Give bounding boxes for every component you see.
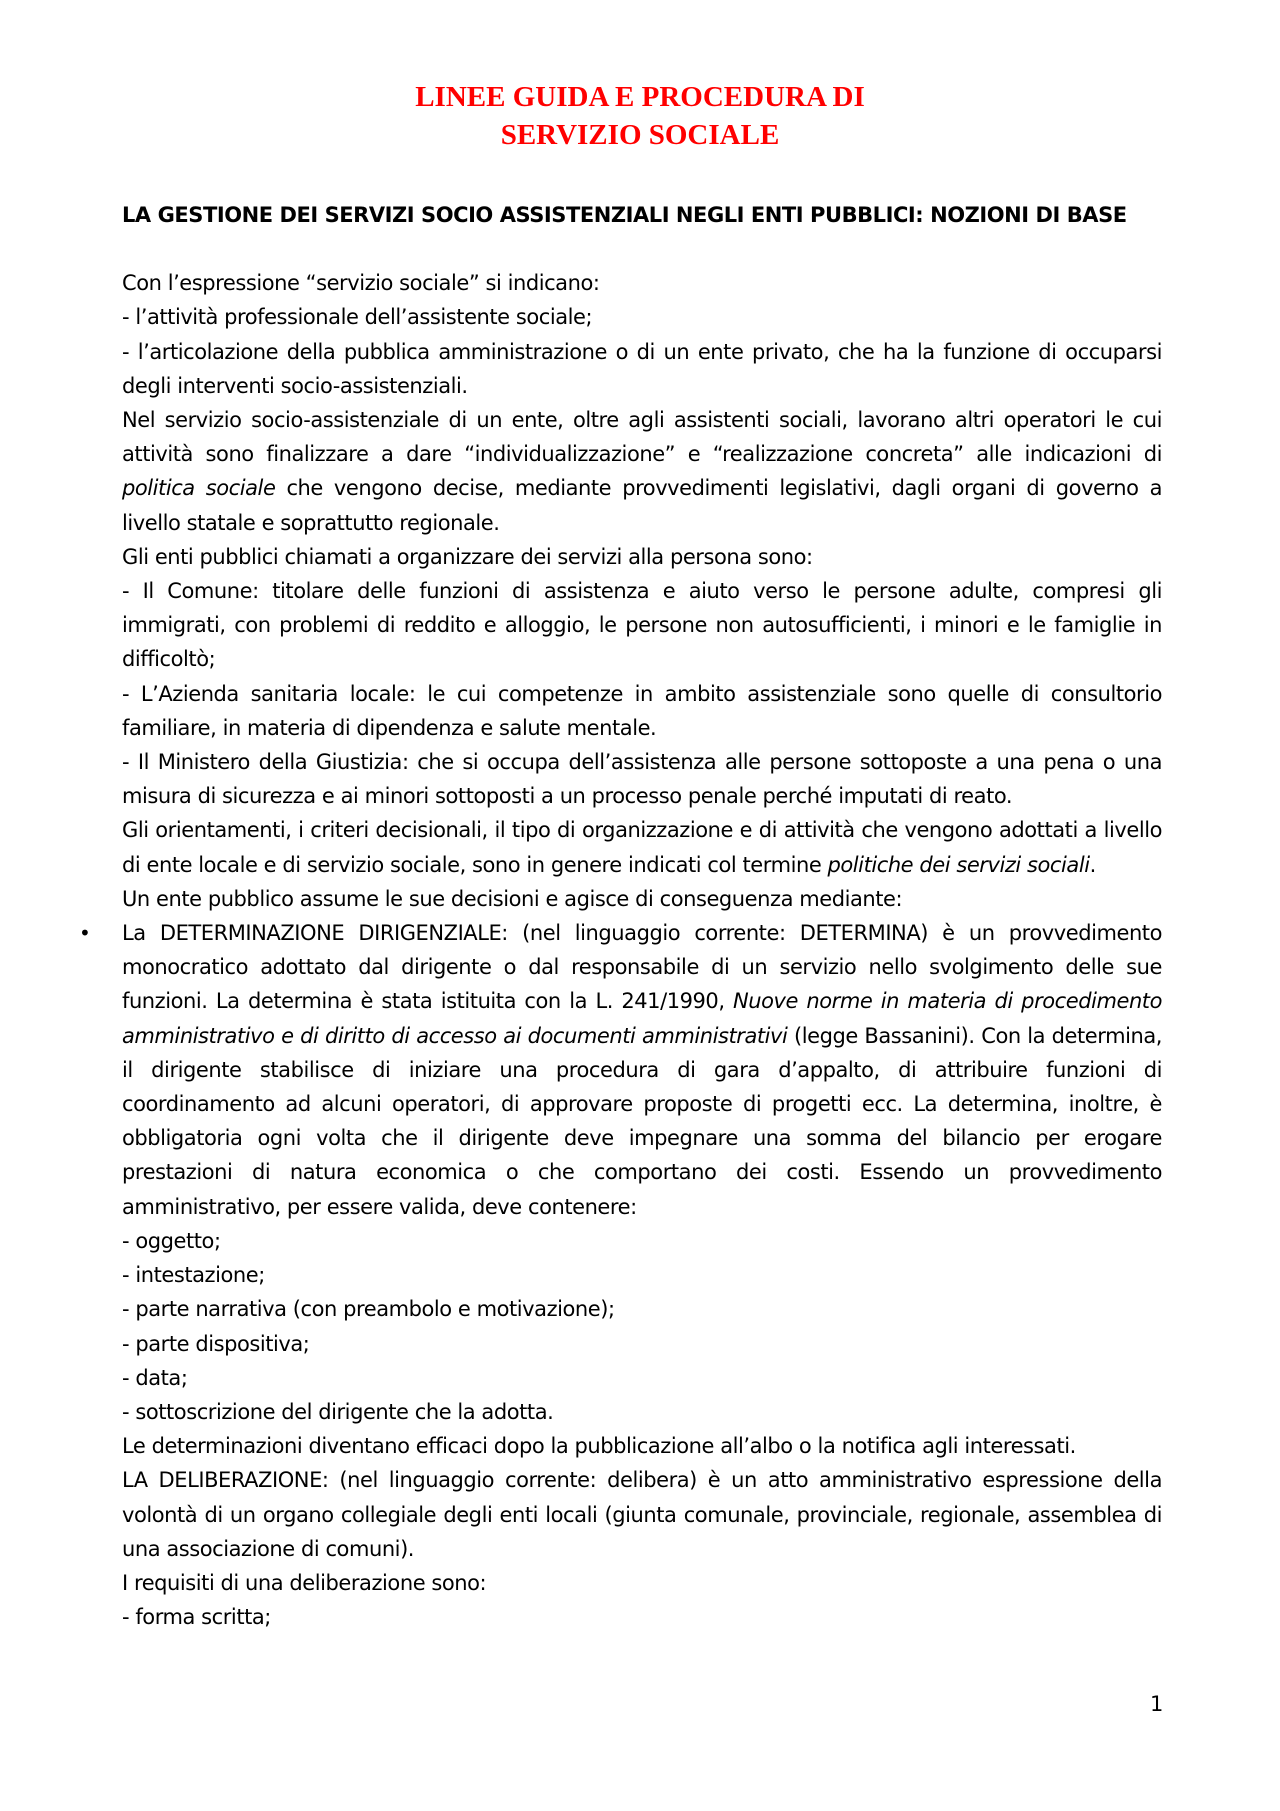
paragraph: - forma scritta; <box>122 1605 271 1630</box>
text-run: La DETERMINAZIONE DIRIGENZIALE: (nel linguaggio corrente: DETERMINA) è un provvedimento monocratico adottato dal dirigente o dal responsabile di un servizio nello svolgimento delle sue funzioni. La determina è stata istituita con la L. 241/1990, <box>122 921 1162 1014</box>
italic-term: Nuove norme in materia di procedimento amministrativo e di diritto di accesso ai documenti amministrativi <box>122 989 1162 1048</box>
italic-term: politica sociale <box>122 476 276 501</box>
italic-term: politiche dei servizi sociali <box>827 852 1090 877</box>
list-item: - oggetto; <box>122 1228 221 1253</box>
paragraph: - L’Azienda sanitaria locale: le cui competenze in ambito assistenziale sono quelle di consultorio familiare, in materia di dipendenza e salute mentale. <box>122 681 1162 740</box>
paragraph: - l’articolazione della pubblica amministrazione o di un ente privato, che ha la funzione di occuparsi degli interventi socio-assistenziali. <box>122 339 1162 398</box>
list-item: - sottoscrizione del dirigente che la adotta. <box>122 1399 554 1424</box>
paragraph: Gli enti pubblici chiamati a organizzare dei servizi alla persona sono: <box>122 544 813 569</box>
text-run: Nel servizio socio-assistenziale di un ente, oltre agli assistenti sociali, lavorano altri operatori le cui attività sono finalizzare a dare “individualizzazione” e “realizzazione concreta” alle indicazioni di <box>122 408 1162 467</box>
paragraph <box>122 813 1162 881</box>
document-body <box>79 198 1162 1634</box>
paragraph <box>122 403 1162 540</box>
paragraph: - Il Comune: titolare delle funzioni di assistenza e aiuto verso le persone adulte, compresi gli immigrati, con problemi di reddito e alloggio, le persone non autosufficienti, i minori e le famiglie in difficoltò; <box>122 579 1162 672</box>
title-line-2: SERVIZIO SOCIALE <box>500 119 780 151</box>
title-line-1: LINEE GUIDA E PROCEDURA DI <box>415 81 865 113</box>
list-item: - intestazione; <box>122 1263 265 1288</box>
paragraph: I requisiti di una deliberazione sono: <box>122 1570 487 1595</box>
list-item: - data; <box>122 1365 188 1390</box>
document-title <box>0 78 1280 154</box>
paragraph: - Il Ministero della Giustizia: che si occupa dell’assistenza alle persone sottoposte a una pena o una misura di sicurezza e ai minori sottoposti a un processo penale perché imputati di reato. <box>122 750 1162 809</box>
paragraph: Le determinazioni diventano efficaci dopo la pubblicazione all’albo o la notifica agli interessati. <box>122 1434 1076 1459</box>
list-item: - parte dispositiva; <box>122 1331 310 1356</box>
bullet-item <box>79 916 1162 1634</box>
text-run: . <box>1089 852 1096 877</box>
page-number: 1 <box>1150 1692 1164 1716</box>
text-run: che vengono decise, mediante provvedimenti legislativi, dagli organi di governo a livello statale e soprattutto regionale. <box>122 476 1162 535</box>
text-run: (legge Bassanini). Con la determina, il dirigente stabilisce di iniziare una procedura di gara d’appalto, di attribuire funzioni di coordinamento ad alcuni operatori, di approvare proposte di progetti ecc. La determina, inoltre, è obbligatoria ogni volta che il dirigente deve impegnare una somma del bilancio per erogare prestazioni di natura economica o che comportano dei costi. Essendo un provvedimento amministrativo, per essere valida, deve contenere: <box>122 1023 1162 1219</box>
bullet-icon: • <box>79 921 91 946</box>
paragraph <box>122 916 1162 1224</box>
paragraph: Un ente pubblico assume le sue decisioni e agisce di conseguenza mediante: <box>122 886 903 911</box>
text-run: Gli orientamenti, i criteri decisionali, il tipo di organizzazione e di attività che vengono adottati a livello di ente locale e di servizio sociale, sono in genere indicati col termine <box>122 818 1162 877</box>
list-item: - parte narrativa (con preambolo e motivazione); <box>122 1297 615 1322</box>
section-heading: LA GESTIONE DEI SERVIZI SOCIO ASSISTENZIALI NEGLI ENTI PUBBLICI: NOZIONI DI BASE <box>122 203 1127 227</box>
paragraph: - l’attività professionale dell’assistente sociale; <box>122 305 593 330</box>
paragraph: Con l’espressione “servizio sociale” si indicano: <box>122 271 600 296</box>
paragraph: LA DELIBERAZIONE: (nel linguaggio corrente: delibera) è un atto amministrativo espressione della volontà di un organo collegiale degli enti locali (giunta comunale, provinciale, regionale, assemblea di una associazione di comuni). <box>122 1468 1162 1561</box>
